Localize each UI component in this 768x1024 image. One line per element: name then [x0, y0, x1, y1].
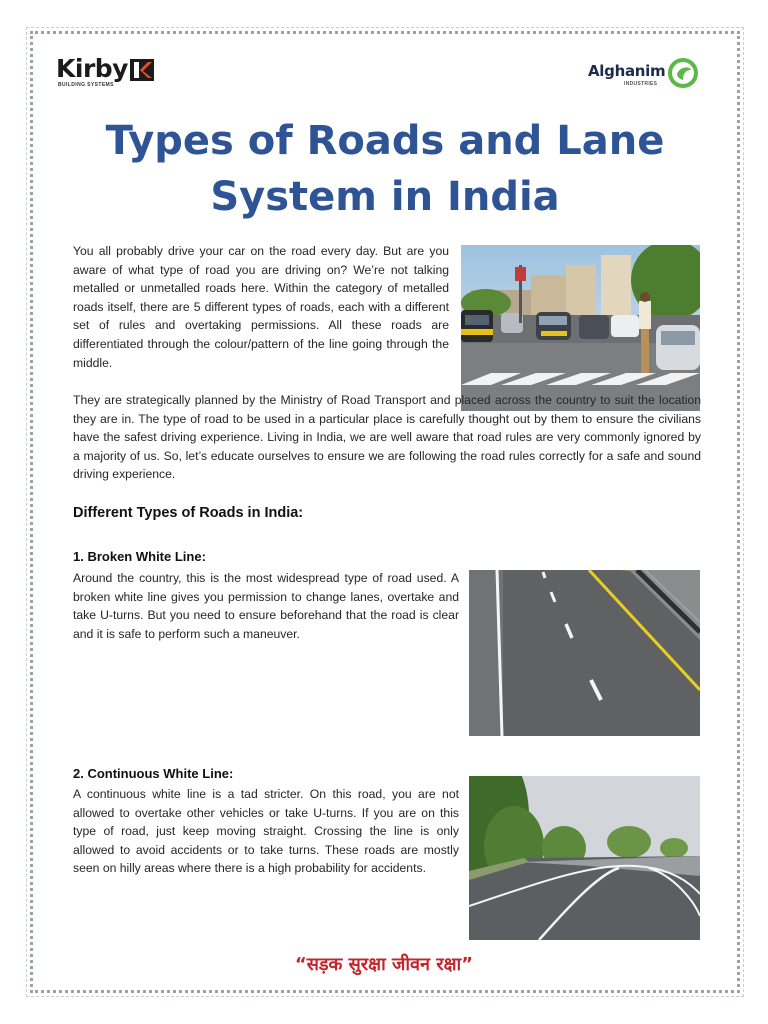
alghanim-subtitle: INDUSTRIES — [624, 81, 658, 87]
kirby-wordmark: Kirby — [56, 54, 128, 83]
kirby-logo — [56, 56, 156, 90]
type-1-heading: 1. Broken White Line: — [73, 549, 206, 564]
intro-paragraph-2: They are strategically planned by the Ministry of Road Transport and placed across the country to suit the location they are in. The type of road to be used in a particular place is carefully thought out by them to ensure the civilians have the safest driving experience. Living in India, we are well aware that road rules are very commonly ignored by a majority of us. So, let’s educate ourselves to ensure we are following the road rules correctly for a safe and sound driving experience. — [73, 393, 701, 482]
city-traffic-photo — [461, 245, 700, 411]
type-1-text: Around the country, this is the most widespread type of road used. A broken white line gives you permission to change lanes, overtake and take U-turns. But you need to ensure beforehand that the road is clear and it is safe to perform such a maneuver. — [73, 571, 459, 641]
hindi-slogan: “सड़क सुरक्षा जीवन रक्षा” — [294, 954, 474, 975]
alghanim-logo — [588, 58, 700, 92]
page-title: Types of Roads and Lane System in India — [105, 118, 665, 220]
kirby-k-icon — [130, 59, 154, 86]
alghanim-leaf-icon — [668, 58, 698, 93]
kirby-subtitle: BUILDING SYSTEMS — [58, 82, 114, 88]
continuous-white-line-photo — [469, 776, 700, 940]
type-2-text: A continuous white line is a tad stricter. On this road, you are not allowed to overtake other vehicles or take U-turns. If you are on this type of road, just keep moving straight. Crossing the line is only allowed to avoid accidents or to take turns. These roads are mostly seen on hilly areas where there is a high probability for accidents. — [73, 787, 459, 876]
alghanim-wordmark: Alghanim — [588, 62, 666, 80]
intro-paragraph: You all probably drive your car on the road every day. But are you aware of what type of road you are driving on? We’re not talking metalled or unmetalled roads here. Within the category of metalled roads itself, there are 5 different types of roads, each with a different set of rules and overtaking permissions. All these roads are differentiated through the colour/pattern of the line going through the middle. — [73, 244, 449, 370]
broken-white-line-photo — [469, 570, 700, 736]
section-heading: Different Types of Roads in India: — [73, 505, 304, 521]
type-2-heading: 2. Continuous White Line: — [73, 766, 234, 781]
